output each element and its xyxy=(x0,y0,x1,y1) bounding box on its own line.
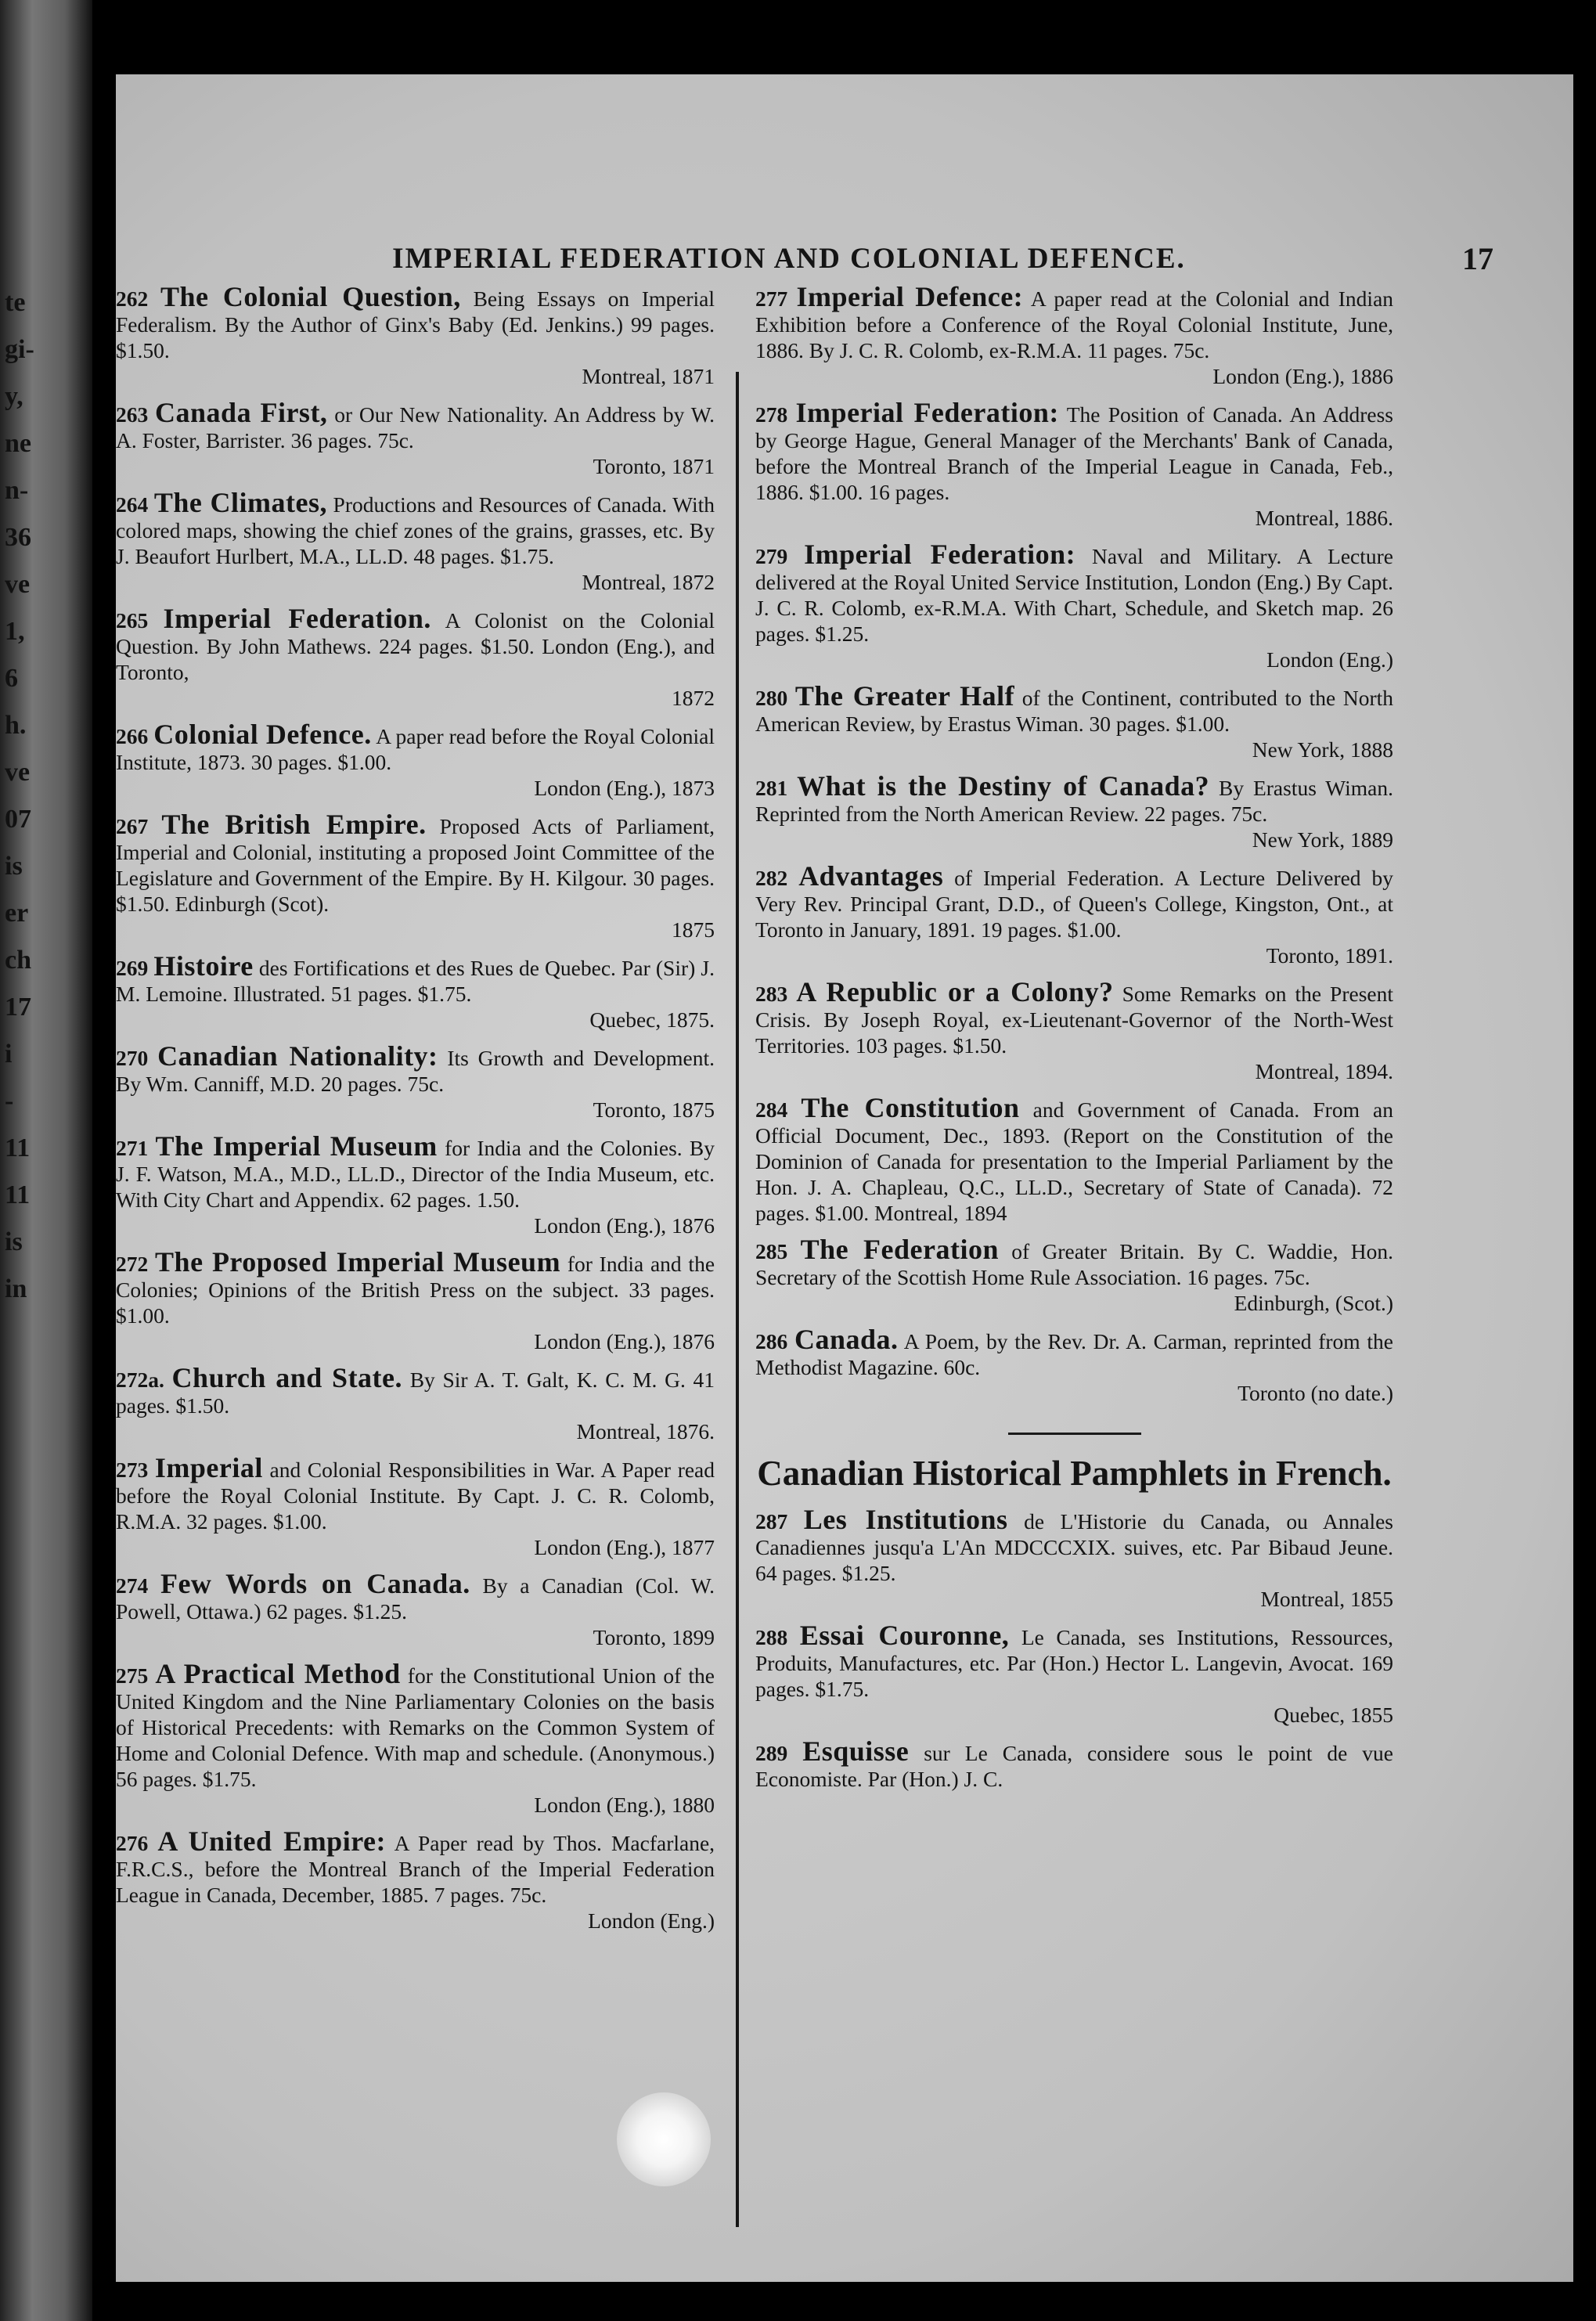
margin-fragment: 6 xyxy=(5,664,18,693)
entry-title: The British Empire. xyxy=(161,809,427,840)
entry-imprint: Quebec, 1855 xyxy=(1274,1703,1393,1727)
catalogue-entry xyxy=(755,1234,1393,1316)
entry-title: The Climates, xyxy=(153,487,327,518)
entry-number: 265 xyxy=(116,608,149,633)
entry-imprint: Montreal, 1876. xyxy=(576,1419,715,1443)
catalogue-entry xyxy=(755,397,1393,531)
entry-title: Canada. xyxy=(794,1324,899,1355)
entry-imprint: London (Eng.), 1876 xyxy=(534,1213,715,1238)
entry-description: for the Constitutional Union of the United Kingdom and the Nine Parliamentary Colonies on the basis of Historical Precedents: with Remarks on the Common System of Home and Colonial Defence. With map and schedule. (Anonymous.) 56 pages. $1.75. xyxy=(116,1663,715,1791)
entry-description: The Position of Canada. An Address by George Hague, General Manager of the Merchants' Bank of Canada, before the Montreal Branch of the Imperial League in Canada, Feb., 1886. $1.00. 16 pages. xyxy=(755,402,1393,504)
entry-description: of Greater Britain. By C. Waddie, Hon. Secretary of the Scottish Home Rule Association. 16 pages. 75c. xyxy=(755,1239,1393,1289)
catalogue-entry xyxy=(755,281,1394,389)
margin-fragment: 11 xyxy=(5,1133,31,1162)
entry-description: Naval and Military. A Lecture delivered at the Royal United Service Institution, London (Eng.) By Capt. J. C. R. Colomb, ex-R.M.A. With Chart, Schedule, and Sketch map. 26 pages. $1.25. xyxy=(755,544,1394,646)
entry-description: sur Le Canada, considere sous le point de vue Economiste. Par (Hon.) J. C. xyxy=(755,1741,1394,1791)
margin-fragment: er xyxy=(5,899,29,928)
entry-number: 264 xyxy=(116,492,149,517)
entry-title: Imperial Federation. xyxy=(163,603,431,634)
entry-number: 270 xyxy=(116,1046,149,1070)
entry-title: Few Words on Canada. xyxy=(160,1568,470,1599)
entry-title: Les Institutions xyxy=(803,1504,1008,1535)
catalogue-entry xyxy=(116,1825,715,1934)
margin-fragment: 11 xyxy=(5,1180,31,1209)
entry-number: 281 xyxy=(755,776,788,800)
catalogue-entry xyxy=(116,1040,715,1123)
entry-description: Some Remarks on the Present Crisis. By Joseph Royal, ex-Lieutenant-Governor of the North-West Territories. 103 pages. $1.50. xyxy=(755,982,1394,1058)
entry-title: A Republic or a Colony? xyxy=(796,976,1114,1007)
catalogue-entry xyxy=(116,719,715,801)
entry-title: The Greater Half xyxy=(794,680,1015,712)
margin-fragment: te xyxy=(5,288,26,317)
catalogue-entry xyxy=(755,1092,1393,1226)
entry-description: By a Canadian (Col. W. Powell, Ottawa.) 62 pages. $1.25. xyxy=(116,1573,715,1624)
entry-description: of the Continent, contributed to the North American Review, by Erastus Wiman. 30 pages. $1.00. xyxy=(755,686,1394,736)
running-title: IMPERIAL FEDERATION AND COLONIAL DEFENCE. xyxy=(392,243,1186,275)
catalogue-entry xyxy=(116,397,715,479)
catalogue-entry xyxy=(755,860,1393,968)
entry-description: and Colonial Responsibilities in War. A Paper read before the Royal Colonial Institute. By Capt. J. C. R. Colomb, R.M.A. 32 pages. $1.00. xyxy=(116,1458,715,1534)
catalogue-entry xyxy=(755,770,1394,852)
entry-description: Le Canada, ses Institutions, Ressources, Produits, Manufactures, etc. Par (Hon.) Hector L. Langevin, Avocat. 169 pages. $1.75. xyxy=(755,1625,1394,1701)
entry-description: A Colonist on the Colonial Question. By John Mathews. 224 pages. $1.50. London (Eng.), and Toronto, xyxy=(116,608,715,684)
entry-number: 266 xyxy=(116,724,149,748)
entry-number: 277 xyxy=(755,287,788,311)
entry-number: 273 xyxy=(116,1458,149,1482)
entry-imprint: Toronto, 1891. xyxy=(1266,943,1393,968)
entry-imprint: Montreal, 1871 xyxy=(582,364,715,388)
entry-description: of Imperial Federation. A Lecture Delivered by Very Rev. Principal Grant, D.D., of Queen's College, Kingston, Ont., at Toronto in January, 1891. 19 pages. $1.00. xyxy=(755,866,1393,942)
catalogue-entry xyxy=(116,1568,715,1650)
entry-number: 274 xyxy=(116,1573,149,1598)
entry-imprint: New York, 1889 xyxy=(1252,827,1393,852)
entry-title: The Constitution xyxy=(801,1092,1020,1123)
entry-title: The Proposed Imperial Museum xyxy=(155,1246,561,1278)
margin-fragment: i xyxy=(5,1040,13,1069)
right-column-entries xyxy=(755,281,1394,1406)
entry-title: Esquisse xyxy=(802,1735,910,1767)
entry-title: Imperial Federation: xyxy=(795,397,1059,428)
entry-title: Imperial Federation: xyxy=(804,539,1076,570)
entry-number: 280 xyxy=(755,686,788,710)
entry-imprint: London (Eng.) xyxy=(588,1908,715,1933)
entry-title: The Federation xyxy=(800,1234,999,1265)
entry-description: or Our New Nationality. An Address by W. A. Foster, Barrister. 36 pages. 75c. xyxy=(116,402,715,452)
entry-imprint: Montreal, 1886. xyxy=(1255,506,1393,530)
page-header xyxy=(272,236,1493,283)
entry-description: A Poem, by the Rev. Dr. A. Carman, reprinted from the Methodist Magazine. 60c. xyxy=(755,1329,1394,1379)
right-column xyxy=(755,281,1394,1803)
entry-title: The Imperial Museum xyxy=(155,1130,438,1162)
entry-number: 287 xyxy=(755,1509,788,1534)
entry-imprint: Toronto, 1875 xyxy=(593,1097,715,1122)
section-heading: Canadian Historical Pamphlets in French. xyxy=(757,1454,1392,1493)
margin-fragment: - xyxy=(5,1087,14,1115)
entry-description: Proposed Acts of Parliament, Imperial and Colonial, instituting a proposed Joint Committee of the Legislature and Government of the Empire. By H. Kilgour. 30 pages. $1.50. Edinburgh (Scot). xyxy=(116,814,715,916)
catalogue-entry xyxy=(116,809,715,942)
entry-description: de L'Historie du Canada, ou Annales Canadiennes jusqu'a L'An MDCCCXIX. suives, etc. Par Bibaud Jeune. 64 pages. $1.25. xyxy=(755,1509,1394,1585)
entry-imprint: London (Eng.), 1873 xyxy=(534,776,715,800)
margin-fragment: 1, xyxy=(5,617,25,646)
catalogue-entry xyxy=(116,1246,715,1354)
entry-title: The Colonial Question, xyxy=(160,281,461,312)
entry-imprint: 1872 xyxy=(672,686,715,710)
entry-title: Canadian Nationality: xyxy=(157,1040,438,1072)
catalogue-entry xyxy=(755,680,1394,762)
entry-imprint: Toronto, 1899 xyxy=(593,1625,715,1649)
entry-imprint: London (Eng.), 1886 xyxy=(1212,364,1393,388)
entry-number: 283 xyxy=(755,982,788,1006)
entry-description: des Fortifications et des Rues de Quebec. Par (Sir) J. M. Lemoine. Illustrated. 51 pages. $1.75. xyxy=(116,956,715,1006)
margin-fragment: ve xyxy=(5,758,31,787)
catalogue-entry xyxy=(755,1620,1394,1728)
catalogue-entry xyxy=(116,1658,715,1818)
catalogue-entry xyxy=(755,539,1394,672)
entry-number: 275 xyxy=(116,1663,149,1688)
catalogue-entry xyxy=(755,1735,1394,1792)
column-divider xyxy=(736,372,739,2227)
margin-fragment: n- xyxy=(5,476,29,505)
catalogue-entry xyxy=(116,1452,715,1560)
adjacent-page-edge xyxy=(0,0,92,2321)
margin-fragment: 17 xyxy=(5,993,31,1022)
catalogue-entry xyxy=(116,487,715,595)
entry-number: 285 xyxy=(755,1239,788,1263)
margin-fragment: ch xyxy=(5,946,31,975)
entry-description: Being Essays on Imperial Federalism. By the Author of Ginx's Baby (Ed. Jenkins.) 99 pages. $1.50. xyxy=(116,287,715,362)
margin-fragment: h. xyxy=(5,711,27,740)
margin-fragment: ve xyxy=(5,570,31,599)
entry-number: 271 xyxy=(116,1136,149,1160)
margin-fragment: ne xyxy=(5,429,31,458)
entry-title: A Practical Method xyxy=(155,1658,401,1689)
entry-imprint: Toronto (no date.) xyxy=(1238,1381,1393,1405)
entry-imprint: London (Eng.), 1880 xyxy=(534,1793,715,1817)
entry-title: Imperial Defence: xyxy=(796,281,1024,312)
entry-description: Its Growth and Development. By Wm. Canniff, M.D. 20 pages. 75c. xyxy=(116,1046,715,1096)
catalogue-entry xyxy=(755,976,1394,1084)
catalogue-entry xyxy=(755,1504,1394,1612)
catalogue-entry xyxy=(116,281,715,389)
entry-title: Church and State. xyxy=(171,1362,403,1393)
entry-title: Histoire xyxy=(153,950,254,982)
catalogue-entry xyxy=(755,1324,1394,1406)
paper-stain xyxy=(617,2092,711,2186)
entry-imprint: London (Eng.), 1876 xyxy=(534,1329,715,1353)
entry-description: A paper read at the Colonial and Indian Exhibition before a Conference of the Royal Colonial Institute, June, 1886. By J. C. R. Colomb, ex-R.M.A. 11 pages. 75c. xyxy=(755,287,1394,362)
entry-title: Imperial xyxy=(154,1452,263,1483)
entry-description: A paper read before the Royal Colonial Institute, 1873. 30 pages. $1.00. xyxy=(116,724,715,774)
entry-imprint: Montreal, 1894. xyxy=(1255,1059,1393,1083)
catalogue-entry xyxy=(116,950,715,1033)
entry-imprint: Quebec, 1875. xyxy=(589,1007,715,1032)
entry-number: 289 xyxy=(755,1741,788,1765)
entry-imprint: Montreal, 1855 xyxy=(1260,1587,1393,1611)
french-entries xyxy=(755,1504,1394,1792)
entry-number: 288 xyxy=(755,1625,788,1649)
entry-number: 282 xyxy=(755,866,788,890)
catalogue-entry xyxy=(116,603,715,711)
entry-imprint: London (Eng.), 1877 xyxy=(534,1535,715,1559)
entry-imprint: Montreal, 1872 xyxy=(582,570,715,594)
entry-imprint: 1875 xyxy=(672,917,715,942)
entry-title: Essai Couronne, xyxy=(799,1620,1010,1651)
left-column xyxy=(116,281,715,1944)
entry-description: Productions and Resources of Canada. With colored maps, showing the chief zones of the grains, grasses, etc. By J. Beaufort Hurlbert, M.A., LL.D. 48 pages. $1.75. xyxy=(116,492,715,568)
margin-fragment: y, xyxy=(5,382,23,411)
margin-fragment: is xyxy=(5,1227,23,1256)
entry-number: 286 xyxy=(755,1329,788,1353)
entry-imprint: Edinburgh, (Scot.) xyxy=(1234,1291,1393,1315)
margin-fragment: in xyxy=(5,1274,27,1303)
margin-fragment: 36 xyxy=(5,523,31,552)
entry-number: 272a. xyxy=(116,1368,164,1392)
entry-number: 263 xyxy=(116,402,149,427)
entry-description: for India and the Colonies. By J. F. Watson, M.A., M.D., LL.D., Director of the India Museum, etc. With City Chart and Appendix. 62 pages. 1.50. xyxy=(116,1136,715,1212)
entry-title: Colonial Defence. xyxy=(153,719,372,750)
page-number: 17 xyxy=(1462,241,1493,276)
catalogue-entry xyxy=(116,1362,715,1444)
entry-number: 272 xyxy=(116,1252,149,1276)
entry-number: 269 xyxy=(116,956,149,980)
margin-fragment: 07 xyxy=(5,805,31,834)
entry-imprint: Toronto, 1871 xyxy=(593,454,715,478)
margin-fragment: gi- xyxy=(5,335,34,364)
entry-description: and Government of Canada. From an Official Document, Dec., 1893. (Report on the Constitution of the Dominion of Canada for presentation to the Imperial Parliament by the Hon. J. A. Chapleau, Q.C., LL.D., Secretary of State of Canada). 72 pages. $1.00. Montreal, 1894 xyxy=(755,1097,1393,1225)
entry-title: Advantages xyxy=(798,860,944,892)
entry-imprint: New York, 1888 xyxy=(1252,737,1393,762)
margin-fragment: is xyxy=(5,852,23,881)
entry-title: What is the Destiny of Canada? xyxy=(797,770,1210,802)
section-rule xyxy=(1008,1433,1141,1435)
entry-description: for India and the Colonies; Opinions of the British Press on the subject. 33 pages. $1.00. xyxy=(116,1252,715,1328)
entry-number: 279 xyxy=(755,544,788,568)
entry-number: 262 xyxy=(116,287,149,311)
entry-description: By Erastus Wiman. Reprinted from the North American Review. 22 pages. 75c. xyxy=(755,776,1394,826)
entry-title: Canada First, xyxy=(155,397,328,428)
entry-number: 276 xyxy=(116,1831,149,1855)
catalogue-entry xyxy=(116,1130,715,1238)
entry-imprint: London (Eng.) xyxy=(1266,647,1393,672)
book-page xyxy=(116,74,1573,2282)
entry-description: A Paper read by Thos. Macfarlane, F.R.C.S., before the Montreal Branch of the Imperial Federation League in Canada, December, 1885. 7 pages. 75c. xyxy=(116,1831,715,1907)
entry-title: A United Empire: xyxy=(157,1825,387,1857)
entry-number: 284 xyxy=(755,1097,788,1122)
entry-number: 278 xyxy=(755,402,788,427)
entry-number: 267 xyxy=(116,814,149,838)
entry-description: By Sir A. T. Galt, K. C. M. G. 41 pages. $1.50. xyxy=(116,1368,715,1418)
